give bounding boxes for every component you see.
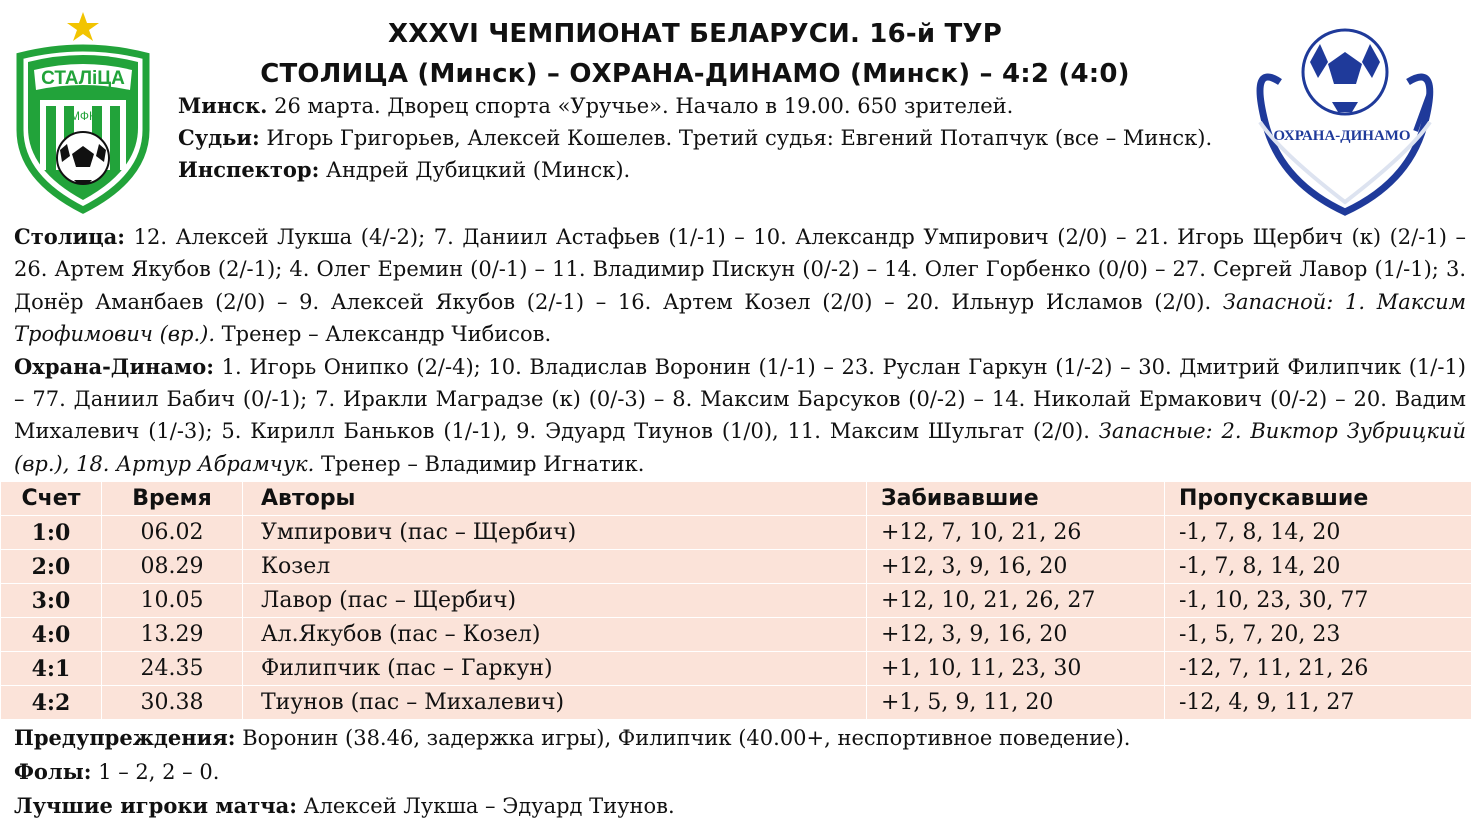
stalitsa-logo xyxy=(12,10,154,214)
goal-score: 2:0 xyxy=(1,550,102,584)
goal-conceded: -12, 7, 11, 21, 26 xyxy=(1165,652,1472,686)
away-coach: Тренер – Владимир Игнатик. xyxy=(314,451,645,476)
best-players-line xyxy=(14,789,1130,823)
okhrana-dinamo-logo xyxy=(1240,22,1445,217)
referees-text: Игорь Григорьев, Алексей Кошелев. Третий судья: Евгений Потапчук (все – Минск). xyxy=(259,126,1213,150)
header-conceded: Пропускавшие xyxy=(1165,482,1472,516)
goal-author: Умпирович (пас – Щербич) xyxy=(243,516,867,550)
goal-score: 3:0 xyxy=(1,584,102,618)
article-header xyxy=(180,14,1210,94)
home-players: 12. Алексей Лукша (4/-2); 7. Даниил Астафьев (1/-1) – 10. Александр Умпирович (2/0) – 21. Игорь Щербич (к) (2/-1) – 26. Артем Якубов (2/-1); 4. Олег Еремин (0/-1) – 11. Владимир Пискун (0/-2) – 14. Олег Горбенко (0/0) – 27. Сергей Лавор (1/-1); 3. Донёр Аманбаев (2/0) – 9. Алексей Якубов (2/-1) – 16. Артем Козел (2/0) – 20. Ильнур Исламов (2/0). xyxy=(14,225,1466,314)
fouls-text: 1 – 2, 2 – 0. xyxy=(91,760,220,784)
okhrana-dinamo-logo-text: ОХРАНА-ДИНАМО xyxy=(1273,128,1411,144)
table-row xyxy=(1,584,1472,618)
away-team-label: Охрана-Динамо: xyxy=(14,353,215,379)
goal-scorers: +12, 10, 21, 26, 27 xyxy=(867,584,1165,618)
fouls-label: Фолы: xyxy=(14,759,92,784)
goal-author: Козел xyxy=(243,550,867,584)
warnings-label: Предупреждения: xyxy=(14,725,236,750)
table-row xyxy=(1,618,1472,652)
goal-author: Филипчик (пас – Гаркун) xyxy=(243,652,867,686)
goal-scorers: +1, 5, 9, 11, 20 xyxy=(867,686,1165,720)
match-notes xyxy=(14,721,1130,823)
header-scorers: Забивавшие xyxy=(867,482,1165,516)
goal-author: Ал.Якубов (пас – Козел) xyxy=(243,618,867,652)
goal-author: Тиунов (пас – Михалевич) xyxy=(243,686,867,720)
goal-time: 08.29 xyxy=(102,550,243,584)
goals-table-header xyxy=(1,482,1472,516)
table-row xyxy=(1,516,1472,550)
inspector-label: Инспектор: xyxy=(178,157,320,182)
goal-score: 4:2 xyxy=(1,686,102,720)
championship-title: XXXVI ЧЕМПИОНАТ БЕЛАРУСИ. 16-й ТУР xyxy=(388,19,1002,49)
table-row xyxy=(1,652,1472,686)
star-icon xyxy=(67,12,99,41)
goal-conceded: -1, 7, 8, 14, 20 xyxy=(1165,516,1472,550)
best-players-text: Алексей Лукша – Эдуард Тиунов. xyxy=(296,794,675,818)
away-players: 1. Игорь Онипко (2/-4); 10. Владислав Воронин (1/-1) – 23. Руслан Гаркун (1/-2) – 30. Дмитрий Филипчик (1/-1) – 77. Даниил Бабич (0/-1); 7. Иракли Маградзе (к) (0/-3) – 8. Максим Барсуков (0/-2) – 14. Николай Ермакович (0/-2) – 20. Вадим Михалевич (1/-3); 5. Кирилл Баньков (1/-1), 9. Эдуард Тиунов (1/0), 11. Максим Шульгат (2/0). xyxy=(14,354,1466,444)
referees-line xyxy=(178,122,1223,154)
place-text: 26 марта. Дворец спорта «Уручье». Начало в 19.00. 650 зрителей. xyxy=(267,94,1014,118)
home-coach: Тренер – Александр Чибисов. xyxy=(215,322,552,347)
header-time: Время xyxy=(102,482,243,516)
away-subs: Запасные: 2. Виктор Зубрицкий (вр.), 18. Артур Абрамчук. xyxy=(14,419,1467,476)
warnings-text: Воронин (38.46, задержка игры), Филипчик (40.00+, неспортивное поведение). xyxy=(235,726,1131,750)
place-label: Минск. xyxy=(178,93,268,118)
place-line xyxy=(178,90,1223,122)
goal-time: 24.35 xyxy=(102,652,243,686)
lineups xyxy=(14,221,1466,480)
goal-scorers: +12, 3, 9, 16, 20 xyxy=(867,618,1165,652)
goal-time: 06.02 xyxy=(102,516,243,550)
match-title: СТОЛИЦА (Минск) – ОХРАНА-ДИНАМО (Минск) – 4:2 (4:0) xyxy=(260,59,1130,89)
best-players-label: Лучшие игроки матча: xyxy=(14,793,297,818)
goal-conceded: -1, 5, 7, 20, 23 xyxy=(1165,618,1472,652)
stalitsa-logo-text: СТАЛiЦА xyxy=(41,68,125,89)
goal-time: 10.05 xyxy=(102,584,243,618)
table-row xyxy=(1,686,1472,720)
home-lineup xyxy=(14,221,1466,351)
goal-time: 13.29 xyxy=(102,618,243,652)
goal-conceded: -1, 7, 8, 14, 20 xyxy=(1165,550,1472,584)
goal-author: Лавор (пас – Щербич) xyxy=(243,584,867,618)
goal-score: 1:0 xyxy=(1,516,102,550)
header-authors: Авторы xyxy=(243,482,867,516)
match-info xyxy=(178,90,1223,186)
warnings-line xyxy=(14,721,1130,755)
goal-conceded: -1, 10, 23, 30, 77 xyxy=(1165,584,1472,618)
away-lineup xyxy=(14,351,1466,481)
goal-score: 4:1 xyxy=(1,652,102,686)
table-row xyxy=(1,550,1472,584)
goal-scorers: +12, 7, 10, 21, 26 xyxy=(867,516,1165,550)
home-subs: Запасной: 1. Максим Трофимович (вр.). xyxy=(14,289,1467,347)
fouls-line xyxy=(14,755,1130,789)
goals-table xyxy=(0,481,1472,720)
referees-label: Судьи: xyxy=(178,125,260,150)
goal-score: 4:0 xyxy=(1,618,102,652)
header-score: Счет xyxy=(1,482,102,516)
goal-scorers: +12, 3, 9, 16, 20 xyxy=(867,550,1165,584)
home-team-label: Столица: xyxy=(14,224,125,249)
goal-scorers: +1, 10, 11, 23, 30 xyxy=(867,652,1165,686)
inspector-text: Андрей Дубицкий (Минск). xyxy=(319,158,631,182)
goal-conceded: -12, 4, 9, 11, 27 xyxy=(1165,686,1472,720)
goal-time: 30.38 xyxy=(102,686,243,720)
svg-text:МФК: МФК xyxy=(70,109,96,123)
inspector-line xyxy=(178,154,1223,186)
